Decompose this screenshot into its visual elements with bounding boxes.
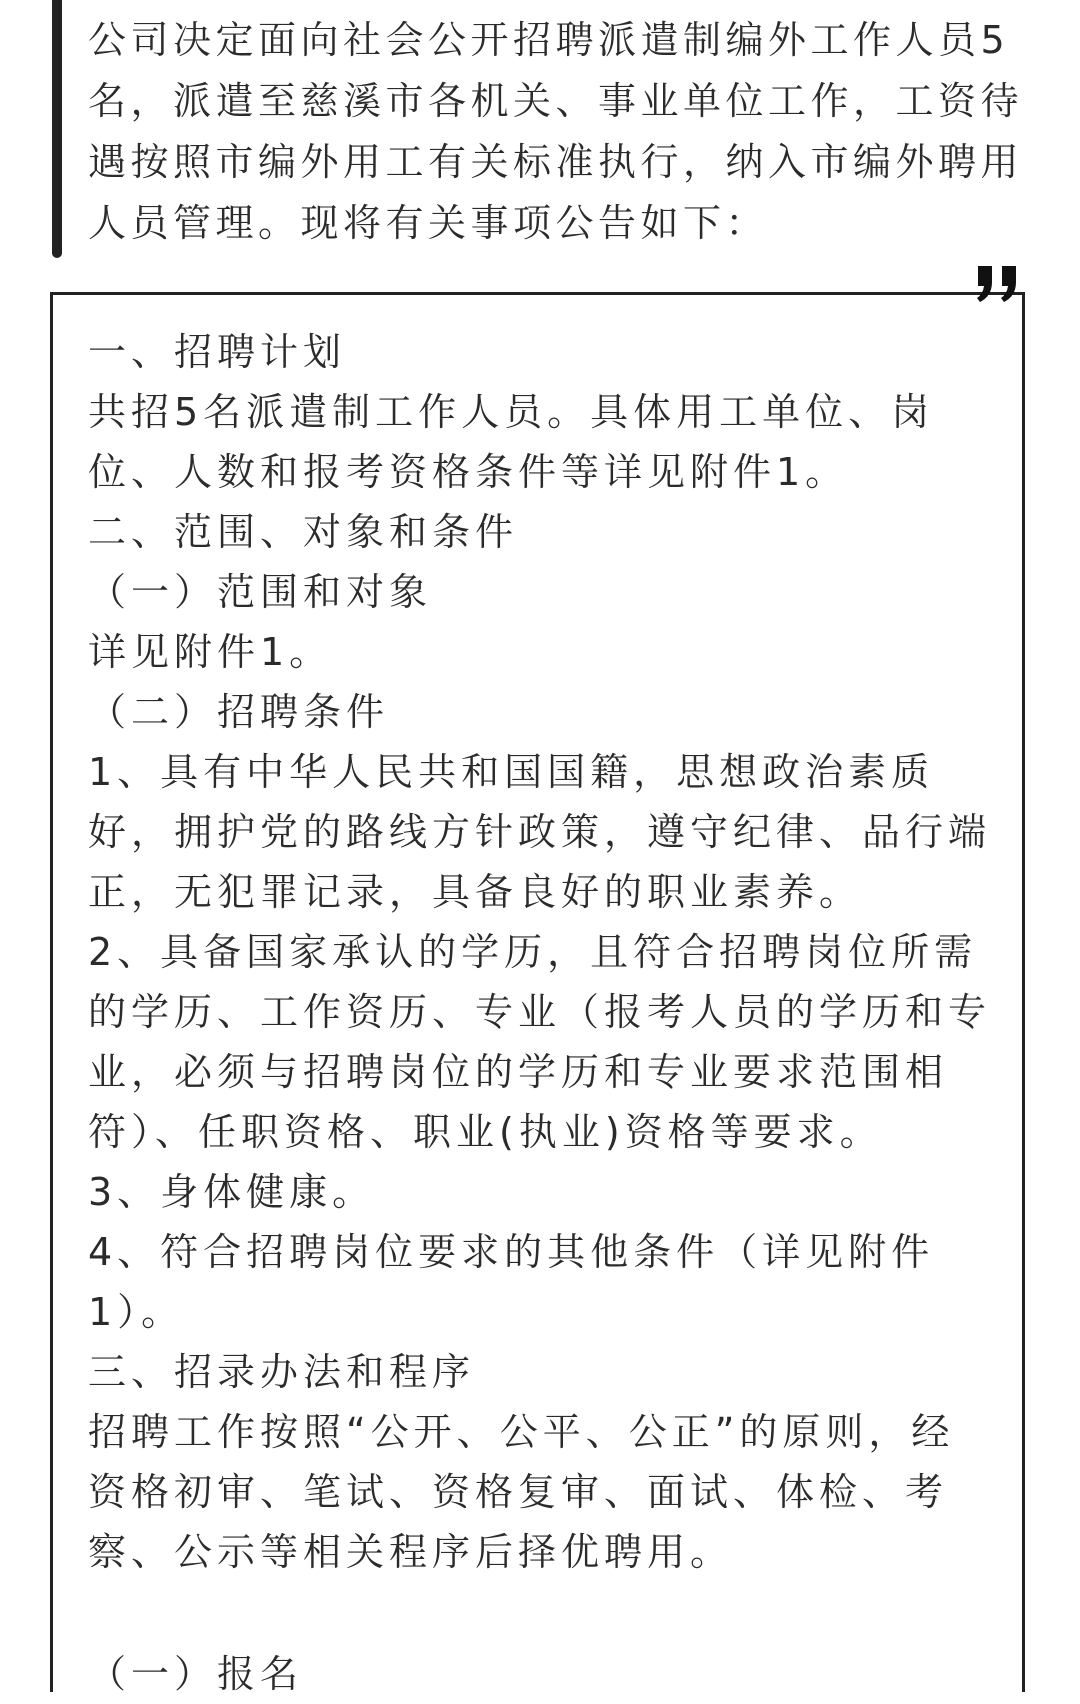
condition-item: 3、身体健康。 xyxy=(88,1170,376,1214)
paragraph: 详见附件1。 xyxy=(88,630,333,674)
article-body xyxy=(88,322,993,1582)
quote-mark-icon xyxy=(972,260,1026,314)
subheading-conditions: （二）招聘条件 xyxy=(88,690,390,734)
paragraph: 招聘工作按照“公开、公平、公正”的原则，经资格初审、笔试、资格复审、面试、体检、考察、公示等相关程序后择优聘用。 xyxy=(88,1410,955,1574)
subheading-registration: （一）报名 xyxy=(88,1652,304,1696)
heading-recruit-plan: 一、招聘计划 xyxy=(88,330,347,374)
heading-procedure: 三、招录办法和程序 xyxy=(88,1350,476,1394)
blockquote-bar xyxy=(52,0,62,258)
intro-text: 公司决定面向社会公开招聘派遣制编外工作人员5名，派遣至慈溪市各机关、事业单位工作，工资待遇按照市编外用工有关标准执行，纳入市编外聘用人员管理。现将有关事项公告如下： xyxy=(88,18,1024,245)
condition-item: 4、符合招聘岗位要求的其他条件（详见附件1）。 xyxy=(88,1230,935,1334)
paragraph: 共招5名派遣制工作人员。具体用工单位、岗位、人数和报考资格条件等详见附件1。 xyxy=(88,390,935,494)
condition-item: 2、具备国家承认的学历，且符合招聘岗位所需的学历、工作资历、专业（报考人员的学历和专业，必须与招聘岗位的学历和专业要求范围相符）、任职资格、职业(执业)资格等要求。 xyxy=(88,930,992,1154)
condition-item: 1、具有中华人民共和国国籍，思想政治素质好，拥护党的路线方针政策，遵守纪律、品行端正，无犯罪记录，具备良好的职业素养。 xyxy=(88,750,992,914)
subheading-scope-target: （一）范围和对象 xyxy=(88,570,433,614)
intro-paragraph xyxy=(88,10,1028,254)
heading-scope: 二、范围、对象和条件 xyxy=(88,510,519,554)
